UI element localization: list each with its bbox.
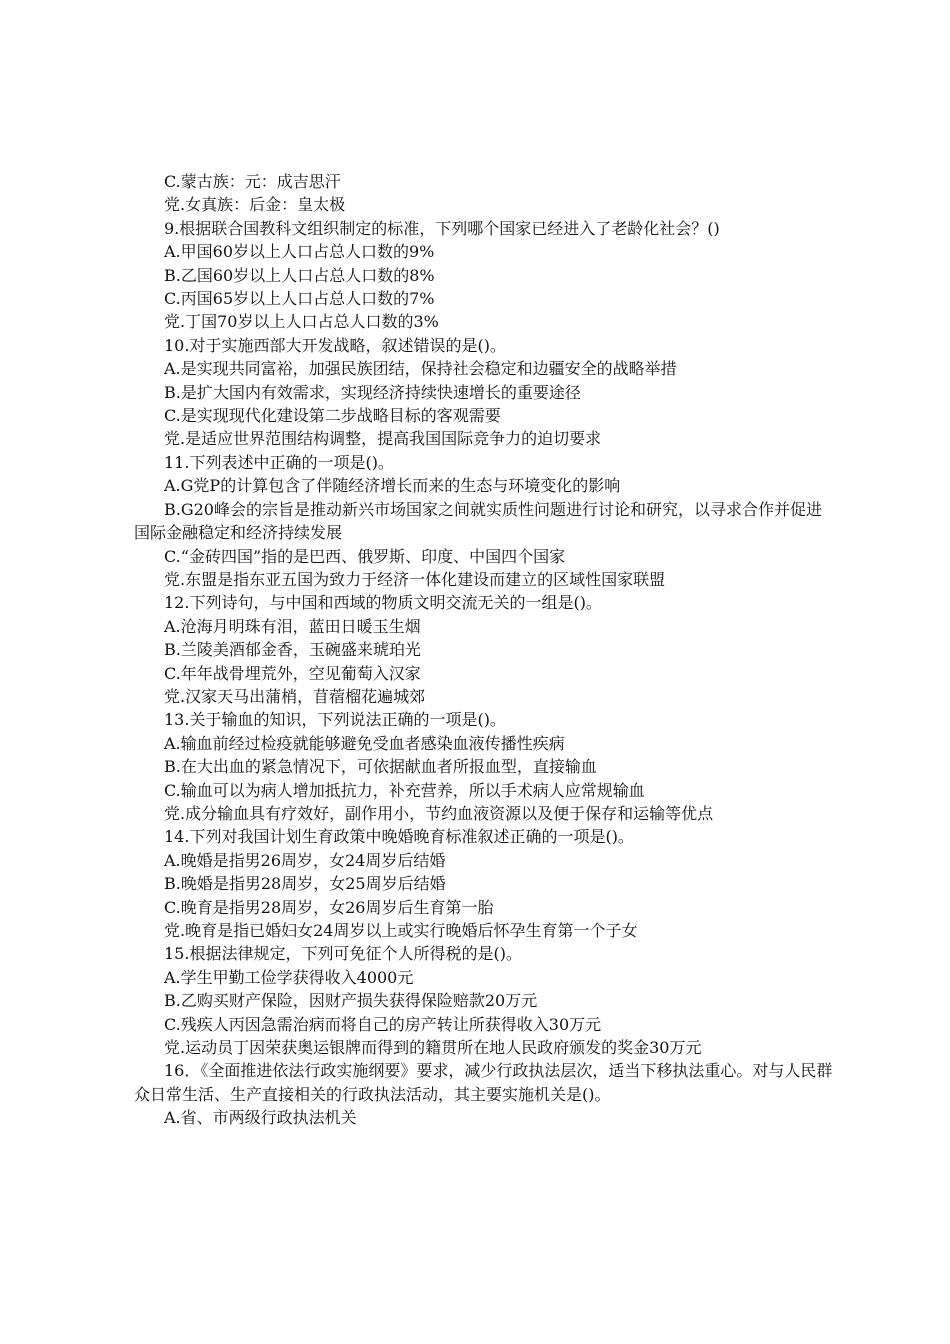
option-line: C.是实现现代化建设第二步战略目标的客观需要 xyxy=(164,406,501,426)
option-line: A.G党P的计算包含了伴随经济增长而来的生态与环境变化的影响 xyxy=(164,476,621,496)
option-line: B.是扩大国内有效需求，实现经济持续快速增长的重要途径 xyxy=(164,382,581,402)
question-line: 11.下列表述中正确的一项是()。 xyxy=(164,452,394,472)
option-line: C.晚育是指男28周岁，女26周岁后生育第一胎 xyxy=(164,897,494,917)
option-line: 党.东盟是指东亚五国为致力于经济一体化建设而建立的区域性国家联盟 xyxy=(164,569,666,589)
question-line: 9.根据联合国教科文组织制定的标准，下列哪个国家已经进入了老龄化社会？() xyxy=(164,218,720,238)
question-line: 15.根据法律规定，下列可免征个人所得税的是()。 xyxy=(164,944,522,964)
option-line: B.在大出血的紧急情况下，可依据献血者所报血型，直接输血 xyxy=(164,757,597,777)
question-line: 16．《全面推进依法行政实施纲要》要求，减少行政执法层次，适当下移执法重心。对与人民群众日常生活、生产直接相关的行政执法活动，其主要实施机关是()。 xyxy=(134,1061,833,1104)
question-line: 12.下列诗句，与中国和西域的物质文明交流无关的一组是()。 xyxy=(164,593,602,613)
option-line: B.晚婚是指男28周岁，女25周岁后结婚 xyxy=(164,874,446,894)
option-line: C.“金砖四国”指的是巴西、俄罗斯、印度、中国四个国家 xyxy=(164,546,566,566)
option-line: A.沧海月明珠有泪，蓝田日暖玉生烟 xyxy=(164,616,421,636)
option-line: C.丙国65岁以上人口占总人口数的7% xyxy=(164,289,435,309)
option-line: 党.汉家天马出蒲梢，苜蓿榴花遍城郊 xyxy=(164,686,426,706)
option-line: A.是实现共同富裕，加强民族团结，保持社会稳定和边疆安全的战略举措 xyxy=(164,359,677,379)
option-line: A.学生甲勤工俭学获得收入4000元 xyxy=(164,967,414,987)
option-line: 党.女真族：后金：皇太极 xyxy=(164,195,346,215)
option-line: B.G20峰会的宗旨是推动新兴市场国家之间就实质性问题进行讨论和研究，以寻求合作并促进国际金融稳定和经济持续发展 xyxy=(134,499,822,543)
option-line: C.蒙古族：元：成吉思汗 xyxy=(164,172,341,191)
question-line: 10.对于实施西部大开发战略，叙述错误的是()。 xyxy=(164,335,506,355)
option-line: 党.成分输血具有疗效好，副作用小，节约血液资源以及便于保存和运输等优点 xyxy=(164,803,714,823)
option-line: C.年年战骨埋荒外，空见葡萄入汉家 xyxy=(164,663,421,683)
option-line: 党.是适应世界范围结构调整，提高我国国际竞争力的迫切要求 xyxy=(164,429,602,449)
option-line: 党.运动员丁因荣获奥运银牌而得到的籍贯所在地人民政府颁发的奖金30万元 xyxy=(164,1038,702,1058)
option-line: C.输血可以为病人增加抵抗力，补充营养，所以手术病人应常规输血 xyxy=(164,780,645,800)
option-line: A.输血前经过检疫就能够避免受血者感染血液传播性疾病 xyxy=(164,733,565,753)
option-line: A.晚婚是指男26周岁，女24周岁后结婚 xyxy=(164,850,446,870)
option-line: 党.丁国70岁以上人口占总人口数的3% xyxy=(164,312,439,332)
option-line: A.甲国60岁以上人口占总人口数的9% xyxy=(164,242,435,262)
option-line: B.乙购买财产保险，因财产损失获得保险赔款20万元 xyxy=(164,991,538,1011)
option-line: C.残疾人丙因急需治病而将自己的房产转让所获得收入30万元 xyxy=(164,1014,602,1034)
question-line: 13.关于输血的知识，下列说法正确的一项是()。 xyxy=(164,710,506,730)
document-body xyxy=(134,170,834,1130)
option-line: 党.晚育是指已婚妇女24周岁以上或实行晚婚后怀孕生育第一个子女 xyxy=(164,921,638,940)
option-line: B.兰陵美酒郁金香，玉碗盛来琥珀光 xyxy=(164,640,421,660)
question-line: 14.下列对我国计划生育政策中晚婚晚育标准叙述正确的一项是()。 xyxy=(164,827,634,847)
option-line: A.省、市两级行政执法机关 xyxy=(164,1108,357,1128)
option-line: B.乙国60岁以上人口占总人口数的8% xyxy=(164,265,435,285)
